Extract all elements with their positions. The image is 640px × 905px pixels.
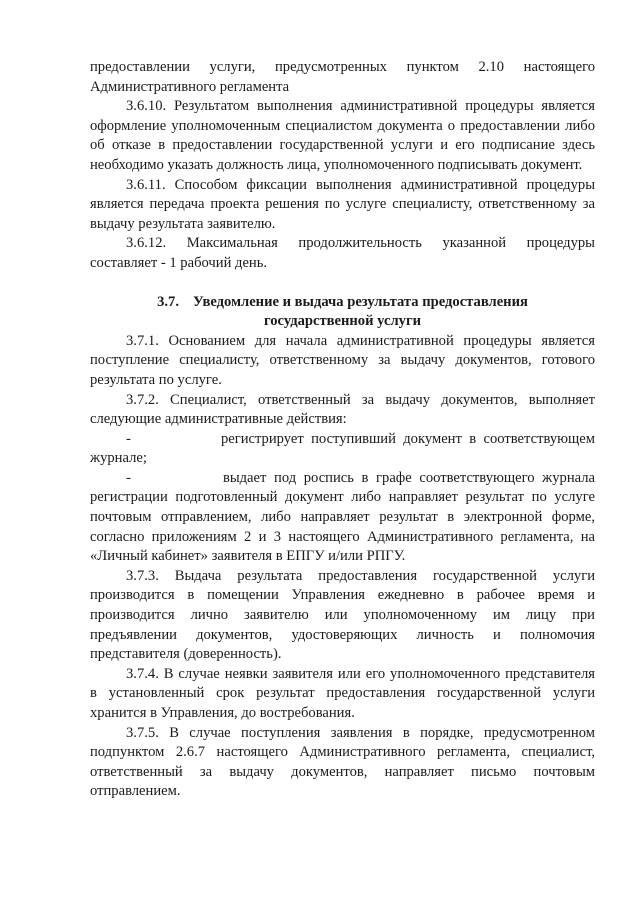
paragraph-3-7-1: 3.7.1. Основанием для начала административной процедуры является поступление специалисту, ответственному за выдачу документов, готового результата по услуге. xyxy=(90,332,595,388)
paragraph-3-6-11: 3.6.11. Способом фиксации выполнения административной процедуры является передача проекта решения по услуге специалисту, ответственному за выдачу результата заявителю. xyxy=(90,176,595,232)
paragraph-3-6-10: 3.6.10. Результатом выполнения административной процедуры является оформление уполномоченным специалистом документа о предоставлении либо об отказе в предоставлении государственной услуги и его подписание здесь необходимо указать должность лица, уполномоченного подписывать документ. xyxy=(90,98,595,173)
list-item xyxy=(90,469,595,567)
paragraph-continuation: предоставлении услуги, предусмотренных пунктом 2.10 настоящего Административного регламента xyxy=(90,59,595,95)
paragraph-3-7-5: 3.7.5. В случае поступления заявления в порядке, предусмотренном подпунктом 2.6.7 настоящего Административного регламента, специалист, ответственный за выдачу документов, направляет письмо почтовым отправлением. xyxy=(90,724,595,800)
document-page xyxy=(90,58,595,802)
dash-marker: - xyxy=(126,430,131,447)
paragraph-3-6-12: 3.6.12. Максимальная продолжительность указанной процедуры составляет - 1 рабочий день. xyxy=(90,235,595,271)
paragraph-3-7-3: 3.7.3. Выдача результата предоставления государственной услуги производится в помещении Управления ежедневно в рабочее время и производится лично заявителю или уполномоченному им лицу при предъявлении документов, удостоверяющих личность и полномочия представителя (доверенность). xyxy=(90,567,595,663)
section-heading-3-7 xyxy=(90,293,595,332)
list-item xyxy=(90,430,595,469)
list-item-text: регистрирует поступивший документ в соответствующем журнале; xyxy=(90,430,595,467)
section-title: Уведомление и выдача результата предоставления государственной услуги xyxy=(192,293,528,330)
list-item-text: выдает под роспись в графе соответствующего журнала регистрации подготовленный документ либо направляет результат по услуге почтовым отправлением, либо направляет результат в электронной форме, согласно приложениям 2 и 3 настоящего Административного регламента, на «Личный кабинет» заявителя в ЕПГУ и/или РПГУ. xyxy=(90,469,595,565)
section-number: 3.7. xyxy=(157,293,179,310)
paragraph-3-7-2: 3.7.2. Специалист, ответственный за выдачу документов, выполняет следующие административные действия: xyxy=(90,391,595,428)
dash-marker: - xyxy=(126,469,131,486)
section-gap xyxy=(90,274,595,293)
paragraph-3-7-4: 3.7.4. В случае неявки заявителя или его уполномоченного представителя в установленный срок результат предоставления государственной услуги хранится в Управления, до востребования. xyxy=(90,665,595,721)
